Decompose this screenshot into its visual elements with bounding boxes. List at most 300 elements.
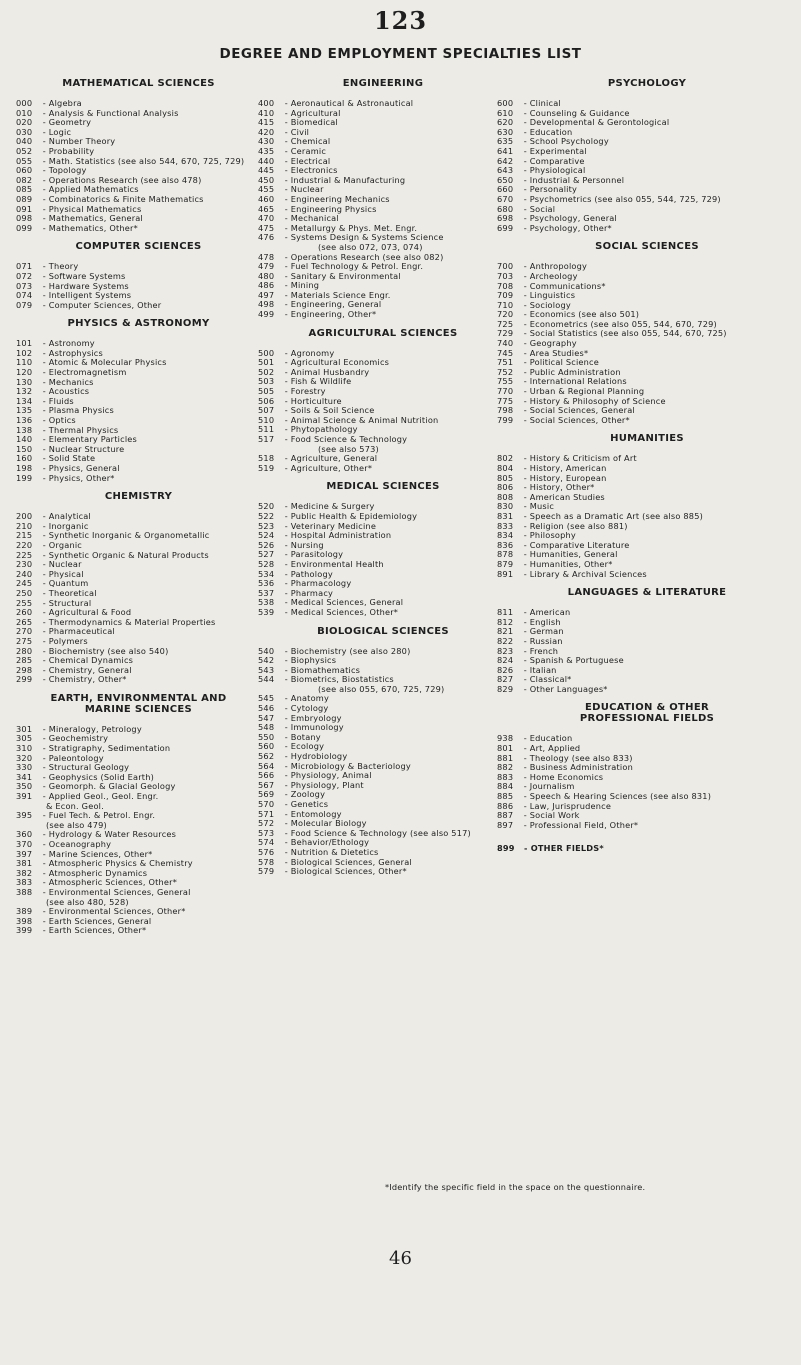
item-separator: - [282,165,291,176]
item-separator: - [40,530,49,541]
item-separator: - [521,155,530,166]
item-label: Analytical [48,511,91,522]
section-heading-line: PSYCHOLOGY [607,78,687,89]
item-separator: - [40,626,49,637]
item-label: Professional Field, Other* [529,819,639,830]
item-label: Mathematics, General [48,213,143,224]
item-label: Physiology, Animal [290,770,372,781]
section-heading [258,618,508,647]
item-code: 450 [258,174,275,185]
item-separator: - [282,558,291,569]
item-code: 770 [497,386,514,397]
list-item [497,685,797,695]
item-separator: - [282,261,291,272]
section-heading [497,579,797,608]
item-code: 120 [16,367,33,378]
item-separator: - [40,578,49,589]
item-separator: - [40,723,49,734]
item-separator: - [40,810,49,821]
item-separator: - [40,347,49,358]
item-code: 052 [16,145,33,156]
section-heading-line: EDUCATION & OTHER [585,702,709,714]
item-code: 478 [258,251,275,262]
item-separator: - [282,597,291,608]
section-heading [258,320,508,349]
item-code: 798 [497,405,514,416]
item-label: Philosophy [529,530,576,541]
spacer [497,830,797,844]
item-label: Hardware Systems [48,280,129,291]
item-code: 571 [258,808,275,819]
item-label: Biological Sciences, Other* [290,866,407,877]
item-label: Education [529,126,573,137]
item-code: 567 [258,779,275,790]
item-code: 240 [16,568,33,579]
item-label: Electronics [290,165,338,176]
item-label: Thermal Physics [48,424,119,435]
item-label: Structural Geology [48,762,130,773]
list-item-continuation: (see also 479) [46,819,107,830]
item-code: 821 [497,626,514,637]
item-label: Mechanical [290,213,339,224]
item-code: 775 [497,395,514,406]
item-label: Molecular Biology [290,818,367,829]
item-code: 878 [497,549,514,560]
item-code: 752 [497,366,514,377]
item-code: 519 [258,462,275,473]
item-label: Industrial & Manufacturing [290,174,406,185]
item-separator: - [40,376,49,387]
item-separator: - [521,145,530,156]
item-code: 620 [497,117,514,128]
item-code: 830 [497,501,514,512]
item-separator: - [521,819,530,830]
item-code: 099 [16,222,33,233]
item-label: History, American [529,463,607,473]
item-code: 811 [497,607,514,618]
item-separator: - [521,501,530,512]
item-label: Psychometrics (see also 055, 544, 725, 729) [529,193,721,204]
item-code: 881 [497,752,514,763]
item-separator: - [521,309,530,320]
item-code: 199 [16,472,33,483]
item-label: Fuel Tech. & Petrol. Engr. [48,810,156,821]
item-code: 574 [258,837,275,848]
item-code: 542 [258,655,275,666]
item-code: 073 [16,280,33,291]
section-heading [497,78,797,99]
item-separator: - [521,290,530,301]
item-separator: - [40,155,49,166]
item-label: Optics [48,415,76,426]
item-separator: - [521,213,530,224]
item-label: Geophysics (Solid Earth) [48,771,154,782]
item-separator: - [521,222,530,233]
item-label: Chemistry, Other* [48,674,127,685]
item-label: Zoology [290,789,326,800]
item-label: Earth Sciences, General [48,915,152,926]
item-label: Ceramic [290,145,327,156]
item-code: 524 [258,530,275,541]
item-label: Physiological [529,165,586,176]
item-label: Speech as a Dramatic Art (see also 885) [529,510,704,521]
item-code: 382 [16,867,33,878]
item-code: 802 [497,453,514,464]
item-code: 370 [16,839,33,849]
item-label: Applied Mathematics [48,184,139,195]
item-separator: - [40,280,49,291]
item-code: 200 [16,511,33,522]
item-code: 543 [258,664,275,675]
item-label: Veterinary Medicine [290,520,377,531]
item-label: Law, Jurisprudence [529,800,612,811]
item-label: Embryology [290,712,342,723]
item-separator: - [40,559,49,570]
item-label: Engineering, General [290,299,382,310]
item-separator: - [282,98,291,108]
list-item [16,926,261,936]
item-label: Biomedical [290,117,338,128]
item-code: 698 [497,213,514,224]
list-item [497,844,797,854]
item-code: 812 [497,616,514,627]
item-code: 573 [258,827,275,838]
item-code: 435 [258,145,275,156]
item-separator: - [40,434,49,445]
item-label: Music [529,501,555,512]
item-separator: - [40,539,49,550]
item-code: 085 [16,184,33,195]
item-code: 725 [497,318,514,329]
item-label: Topology [48,165,87,176]
item-separator: - [521,405,530,416]
item-code: 517 [258,434,275,444]
item-label: Agriculture, Other* [290,462,373,473]
item-code: 822 [497,635,514,646]
item-label: Fish & Wildlife [290,376,352,387]
item-code: 938 [497,733,514,744]
item-code: 440 [258,155,275,166]
item-code: 572 [258,818,275,829]
item-separator: - [40,136,49,147]
item-code: 383 [16,877,33,888]
item-separator: - [40,762,49,773]
section-heading-line: HUMANITIES [610,433,684,445]
item-separator: - [282,107,291,118]
item-code: 410 [258,107,275,118]
item-separator: - [40,781,49,792]
item-code: 882 [497,762,514,773]
list-item [497,570,797,580]
item-label: Atomic & Molecular Physics [48,357,167,368]
item-label: Economics (see also 501) [529,309,640,320]
item-label: German [529,626,564,637]
item-separator: - [40,645,49,656]
item-code: 883 [497,771,514,782]
section-biological-sciences [258,618,508,877]
item-code: 745 [497,347,514,358]
footnote: *Identify the specific field in the space on the questionnaire. [385,1182,646,1192]
item-separator: - [40,107,49,118]
item-label: American Studies [529,491,605,502]
item-label: Spanish & Portuguese [529,655,624,666]
item-code: 275 [16,635,33,646]
column-right [497,78,797,854]
section-heading-line: MARINE SCIENCES [84,703,193,715]
item-separator: - [40,117,49,128]
item-label: Engineering, Other* [290,309,377,320]
item-separator: - [282,530,291,541]
item-code: 507 [258,405,275,416]
item-separator: - [521,463,530,473]
section-medical-sciences [258,473,508,617]
item-separator: - [521,338,530,349]
item-label: Area Studies* [529,347,589,358]
item-code: 879 [497,558,514,569]
item-separator: - [282,741,291,752]
item-separator: - [521,386,530,397]
item-code: 198 [16,463,33,473]
item-separator: - [282,587,291,598]
item-label: Intelligent Systems [48,290,132,301]
item-label: Number Theory [48,136,116,147]
item-label: Library & Archival Sciences [529,568,647,579]
section-physics-astronomy [16,310,261,483]
item-label: Psychology, General [529,213,617,224]
item-separator: - [40,733,49,744]
section-heading-line: COMPUTER SCIENCES [75,241,202,253]
section-heading-line: LANGUAGES & LITERATURE [567,587,727,599]
item-separator: - [521,261,530,272]
item-code: 500 [258,347,275,358]
item-separator: - [40,743,49,754]
item-label: French [529,645,559,656]
item-code: 823 [497,645,514,656]
item-code: 389 [16,906,33,917]
item-label: Stratigraphy, Sedimentation [48,743,171,754]
list-item [16,301,261,311]
item-separator: - [521,491,530,502]
item-label: Environmental Sciences, Other* [48,906,186,917]
item-label: Synthetic Organic & Natural Products [48,549,209,560]
item-label: Metallurgy & Phys. Met. Engr. [290,222,418,233]
item-separator: - [40,549,49,560]
item-separator: - [521,203,530,214]
section-heading-line: MEDICAL SCIENCES [326,481,440,493]
item-code: 391 [16,791,33,802]
item-separator: - [521,674,530,685]
item-code: 397 [16,848,33,859]
item-code: 215 [16,530,33,541]
item-label: Hydrology & Water Resources [48,829,177,840]
item-code: 650 [497,174,514,185]
item-label: Counseling & Guidance [529,107,630,118]
item-label: Journalism [529,781,575,792]
item-separator: - [40,222,49,233]
item-separator: - [40,213,49,224]
item-code: 470 [258,213,275,224]
item-label: Industrial & Personnel [529,174,625,185]
item-code: 503 [258,376,275,387]
item-label: Theology (see also 833) [529,752,633,763]
item-separator: - [40,145,49,156]
item-separator: - [521,626,530,637]
item-separator: - [282,213,291,224]
item-separator: - [40,655,49,666]
item-separator: - [40,299,49,310]
item-code: 539 [258,606,275,617]
item-label: Medical Sciences, Other* [290,606,399,617]
item-code: 505 [258,386,275,397]
item-separator: - [40,915,49,926]
item-separator: - [40,463,49,473]
item-code: 560 [258,741,275,752]
item-separator: - [282,866,291,877]
item-code: 699 [497,222,514,233]
item-separator: - [40,270,49,281]
item-code: 010 [16,107,33,118]
item-separator: - [282,539,291,550]
item-label: Synthetic Inorganic & Organometallic [48,530,210,541]
item-code: 230 [16,559,33,570]
item-separator: - [282,366,291,377]
section-heading [497,425,797,454]
item-label: Business Administration [529,762,633,773]
item-label: Fuel Technology & Petrol. Engr. [290,261,424,272]
item-code: 755 [497,376,514,387]
item-label: Physics, General [48,463,120,473]
list-item [497,416,797,426]
item-code: 074 [16,290,33,301]
item-separator: - [40,98,49,108]
item-label: Agronomy [290,347,335,358]
list-item-continuation: (see also 573) [318,443,379,454]
section-heading [16,310,261,339]
section-psychology [497,78,797,233]
item-label: Algebra [48,98,82,108]
item-label: Environmental Sciences, General [48,886,191,897]
item-code: 886 [497,800,514,811]
item-code: 132 [16,386,33,397]
item-code: 642 [497,155,514,166]
item-code: 455 [258,184,275,195]
item-separator: - [521,607,530,618]
item-label: Speech & Hearing Sciences (see also 831) [529,791,712,802]
item-label: Agricultural & Food [48,607,132,618]
item-code: 899 [497,843,515,854]
item-code: 538 [258,597,275,608]
item-label: Chemical Dynamics [48,655,134,666]
item-label: Parasitology [290,549,344,560]
item-label: Biomathematics [290,664,361,675]
item-separator: - [521,482,530,493]
item-code: 245 [16,578,33,589]
item-separator: - [521,549,530,560]
item-code: 270 [16,626,33,637]
item-separator: - [282,799,291,809]
item-code: 891 [497,568,514,579]
item-separator: - [282,751,291,762]
item-code: 102 [16,347,33,358]
item-label: Nuclear [48,559,82,570]
item-label: Clinical [529,98,561,108]
item-label: Behavior/Ethology [290,837,370,848]
page-number-top: 123 [373,6,428,35]
item-separator: - [521,645,530,656]
item-label: Cytology [290,703,329,714]
item-code: 101 [16,338,33,349]
item-label: Comparative [529,155,585,166]
item-separator: - [40,597,49,608]
item-separator: - [40,829,49,840]
item-label: Pharmaceutical [48,626,115,637]
item-code: 562 [258,751,275,762]
item-separator: - [521,395,530,406]
item-code: 510 [258,414,275,425]
item-label: Nuclear [290,184,324,195]
item-separator: - [521,280,530,291]
item-separator: - [282,347,291,358]
item-code: 055 [16,155,33,166]
item-separator: - [521,781,530,792]
item-code: 091 [16,203,33,214]
item-label: Civil [290,126,310,137]
item-separator: - [282,424,291,435]
item-code: 089 [16,193,33,204]
item-label: History & Criticism of Art [529,453,637,464]
item-separator: - [40,635,49,646]
item-label: Biochemistry (see also 540) [48,645,169,656]
item-label: Home Economics [529,771,604,782]
item-label: Engineering Physics [290,203,377,214]
item-code: 566 [258,770,275,781]
section-engineering [258,78,508,320]
item-separator: - [40,674,49,685]
item-label: Fluids [48,395,74,406]
item-label: Engineering Mechanics [290,193,390,204]
item-code: 720 [497,309,514,320]
item-code: 399 [16,925,33,936]
item-separator: - [40,184,49,195]
item-code: 110 [16,357,33,368]
item-label: Materials Science Engr. [290,289,391,300]
item-separator: - [521,184,530,195]
item-code: 060 [16,165,33,176]
item-code: 680 [497,203,514,214]
item-code: 600 [497,98,514,108]
item-separator: - [282,827,291,838]
item-code: 502 [258,366,275,377]
list-item [258,608,508,618]
item-code: 400 [258,98,275,108]
section-heading-line: SOCIAL SCIENCES [595,241,699,253]
item-separator: - [521,117,530,128]
item-code: 140 [16,434,33,445]
item-separator: - [521,376,530,387]
item-label: Astronomy [48,338,95,349]
item-label: History & Philosophy of Science [529,395,666,406]
item-separator: - [521,762,530,773]
item-label: Developmental & Gerontological [529,117,670,128]
item-label: Hospital Administration [290,530,392,541]
item-code: 040 [16,136,33,147]
item-code: 546 [258,703,275,714]
item-code: 498 [258,299,275,310]
item-code: 000 [16,98,33,108]
item-separator: - [40,752,49,763]
item-label: Computer Sciences, Other [48,299,162,310]
item-label: Quantum [48,578,89,589]
